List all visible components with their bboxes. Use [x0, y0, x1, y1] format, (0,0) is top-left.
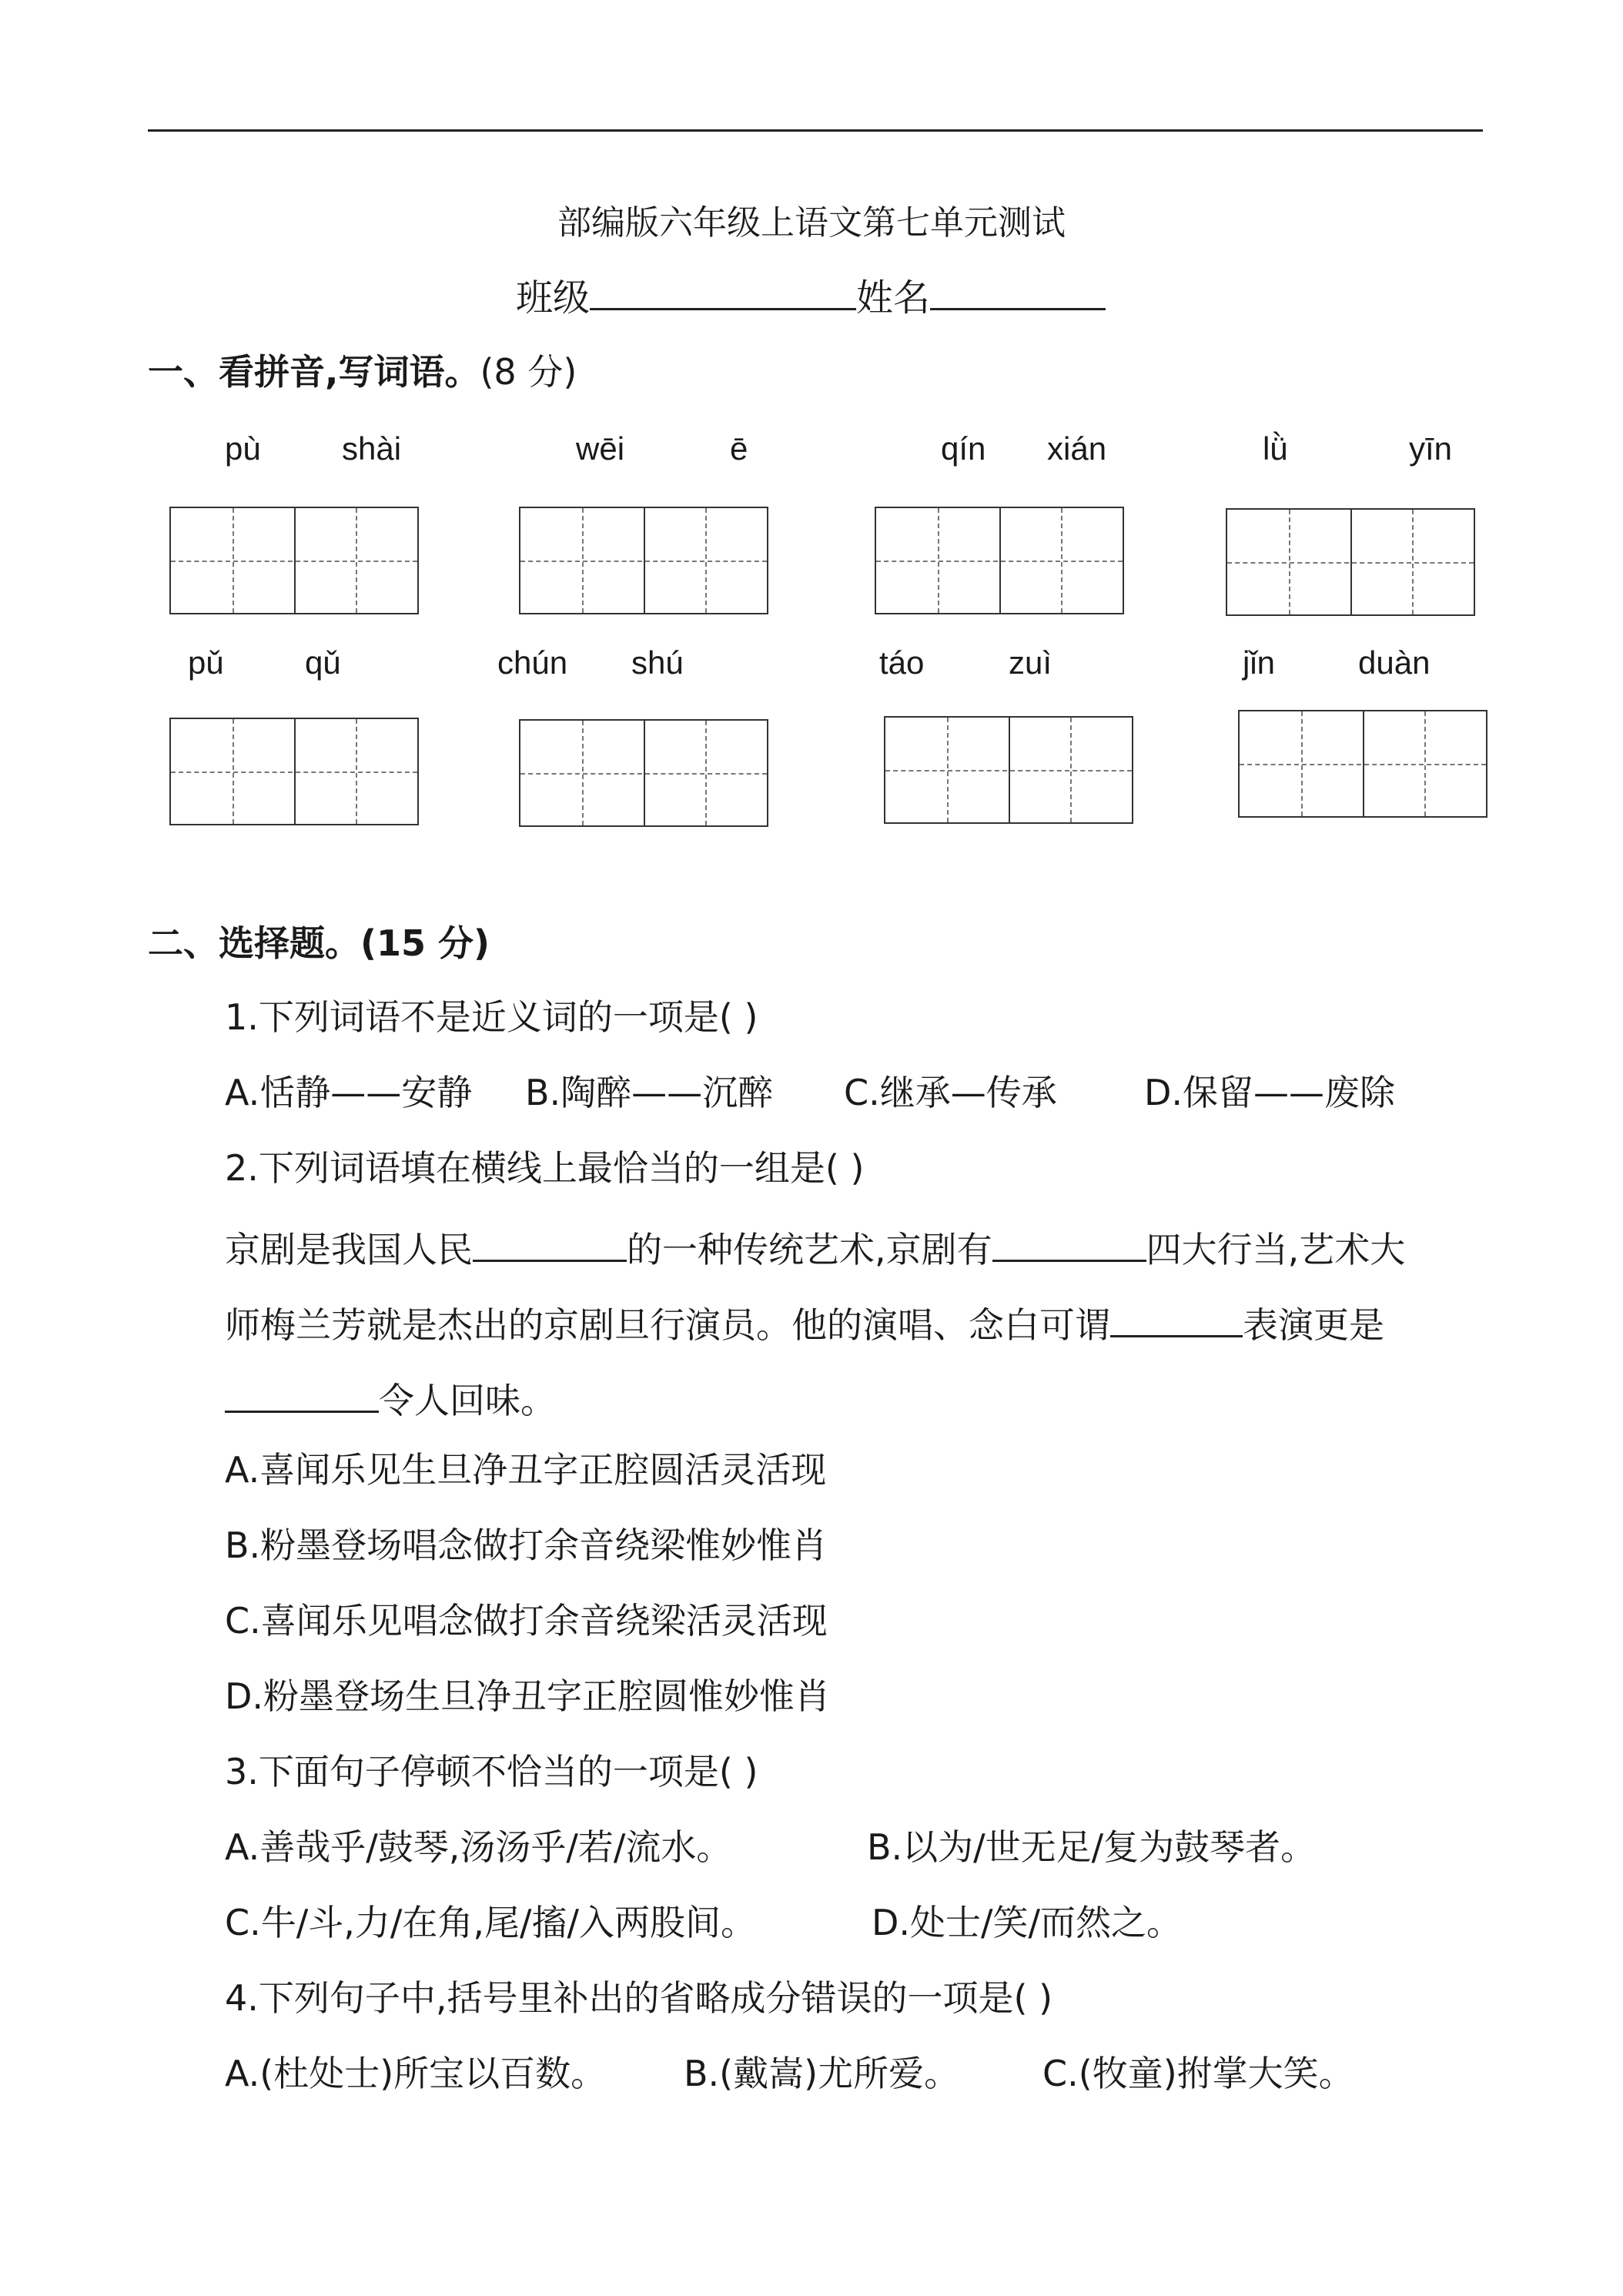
section-1-heading: 一、看拼音,写词语。(8 分) [148, 351, 577, 393]
pinyin: shú [631, 644, 684, 681]
q4-option-a[interactable]: A.(杜处士)所宝以百数。 [225, 2053, 607, 2094]
pinyin: duàn [1358, 644, 1431, 681]
q1-stem: 1.下列词语不是近义词的一项是( ) [225, 996, 758, 1038]
q3-stem: 3.下面句子停顿不恰当的一项是( ) [225, 1751, 758, 1792]
pinyin: táo [879, 644, 925, 681]
q2-passage-line1: 京剧是我国人民 的一种传统艺术,京剧有 四大行当,艺术大 [225, 1226, 1405, 1267]
section-2-heading: 二、选择题。(15 分) [148, 922, 490, 964]
writing-grid[interactable] [519, 719, 768, 827]
q2-option-b[interactable]: B.粉墨登场唱念做打余音绕梁惟妙惟肖 [225, 1525, 828, 1566]
fill-blank[interactable] [225, 1377, 379, 1413]
q4-option-c[interactable]: C.(牧童)拊掌大笑。 [1042, 2053, 1354, 2094]
q2-option-a[interactable]: A.喜闻乐见生旦净丑字正腔圆活灵活现 [225, 1449, 827, 1491]
q2-passage-line3: 令人回味。 [225, 1377, 556, 1418]
q4-option-b[interactable]: B.(戴嵩)尤所爱。 [684, 2053, 960, 2094]
writing-grid[interactable] [169, 718, 419, 825]
pinyin: qǔ [305, 644, 341, 681]
fill-blank[interactable] [992, 1226, 1146, 1262]
pinyin: pǔ [188, 644, 224, 681]
fill-blank[interactable] [473, 1226, 627, 1262]
q2-stem: 2.下列词语填在横线上最恰当的一组是( ) [225, 1147, 865, 1189]
q2-option-d[interactable]: D.粉墨登场生旦净丑字正腔圆惟妙惟肖 [225, 1675, 831, 1717]
q2-passage-line2: 师梅兰芳就是杰出的京剧旦行演员。他的演唱、念白可谓 表演更是 [225, 1301, 1384, 1343]
q2-option-c[interactable]: C.喜闻乐见唱念做打余音绕梁活灵活现 [225, 1600, 828, 1642]
class-blank[interactable] [590, 277, 856, 310]
q1-option-c[interactable]: C.继承—传承 [844, 1072, 1057, 1113]
q4-stem: 4.下列句子中,括号里补出的省略成分错误的一项是( ) [225, 1977, 1053, 2019]
pinyin: shài [342, 430, 402, 467]
writing-grid[interactable] [875, 507, 1124, 614]
writing-grid[interactable] [1238, 710, 1487, 818]
pinyin: jǐn [1243, 644, 1276, 681]
q1-option-a[interactable]: A.恬静——安静 [225, 1072, 473, 1113]
pinyin: xián [1047, 430, 1107, 467]
writing-grid[interactable] [884, 716, 1133, 824]
page-title: 部编版六年级上语文第七单元测试 [557, 203, 1066, 243]
q3-option-b[interactable]: B.以为/世无足/复为鼓琴者。 [867, 1826, 1317, 1868]
pinyin: wēi [576, 430, 625, 467]
q3-option-a[interactable]: A.善哉乎/鼓琴,汤汤乎/若/流水。 [225, 1826, 732, 1868]
q1-option-d[interactable]: D.保留——废除 [1144, 1072, 1396, 1113]
name-label: 姓名 [856, 276, 931, 320]
pinyin: pù [225, 430, 261, 467]
q3-option-c[interactable]: C.牛/斗,力/在角,尾/搐/入两股间。 [225, 1902, 756, 1943]
writing-grid[interactable] [519, 507, 768, 614]
class-label: 班级 [516, 276, 591, 320]
writing-grid[interactable] [1226, 508, 1475, 616]
q3-option-d[interactable]: D.处士/笑/而然之。 [872, 1902, 1183, 1943]
class-name-line [516, 276, 1106, 320]
pinyin: yīn [1409, 430, 1453, 467]
pinyin: ē [730, 430, 748, 467]
pinyin: chún [497, 644, 568, 681]
fill-blank[interactable] [1110, 1301, 1243, 1337]
pinyin: zuì [1009, 644, 1052, 681]
name-blank[interactable] [930, 277, 1106, 310]
writing-grid[interactable] [169, 507, 419, 614]
pinyin: qín [941, 430, 986, 467]
pinyin: lǜ [1263, 430, 1288, 467]
top-rule [148, 129, 1483, 132]
q1-option-b[interactable]: B.陶醉——沉醉 [525, 1072, 774, 1113]
